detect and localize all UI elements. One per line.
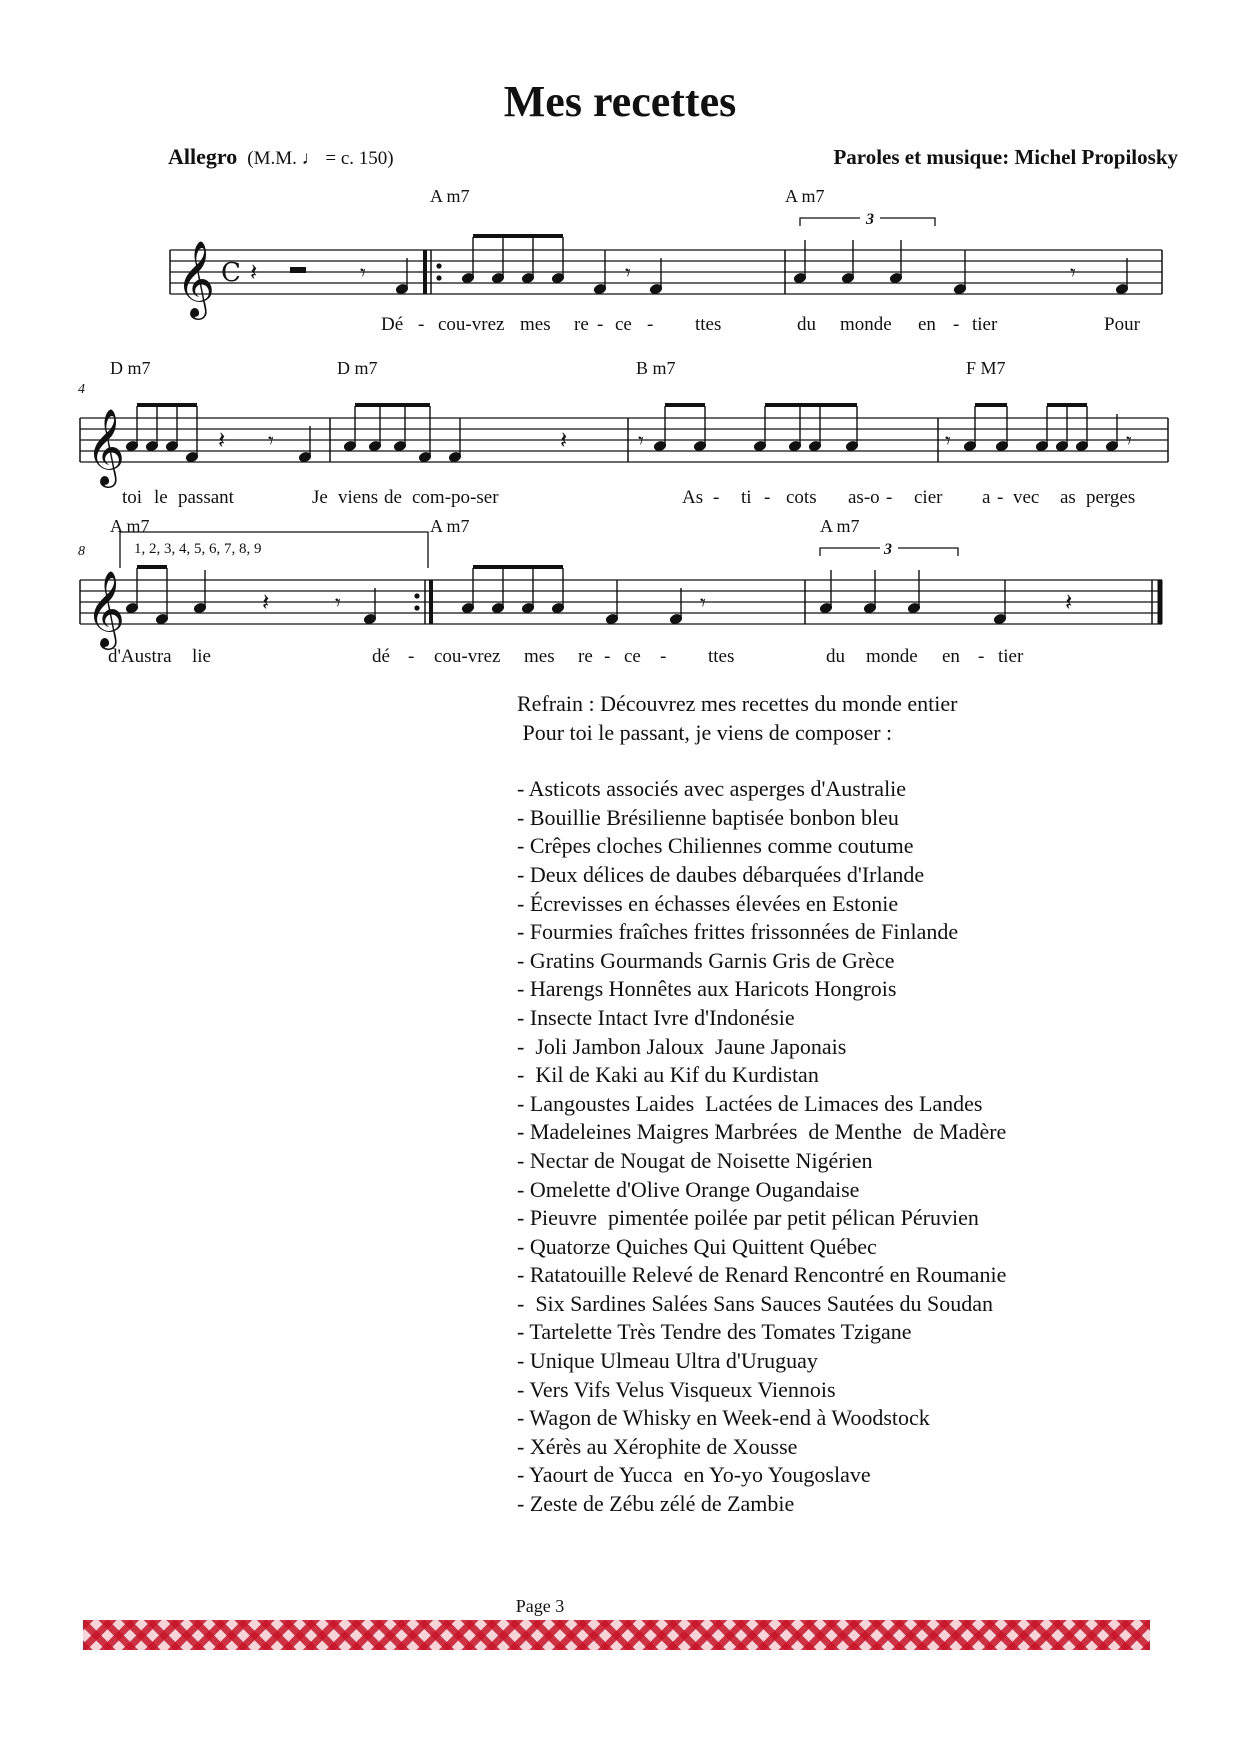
lyric-syllable: passant <box>178 487 234 508</box>
verse-line: - Fourmies fraîches frittes frissonnées de Finlande <box>517 919 959 945</box>
lyric-syllable: tier <box>972 314 998 335</box>
svg-text:𝄞: 𝄞 <box>176 240 216 317</box>
lyric-syllable: - <box>408 646 415 667</box>
svg-text:C: C <box>221 258 241 288</box>
chord-symbol: A m7 <box>430 516 470 536</box>
chord-symbol: A m7 <box>430 186 470 206</box>
lyric-syllable: a <box>982 487 991 508</box>
lyric-syllable: ce <box>624 646 641 667</box>
lyric-syllable: - <box>953 314 960 335</box>
lyric-syllable: As <box>682 487 704 508</box>
lyric-syllable: - <box>978 646 985 667</box>
metronome-mark: (M.M. ♩ = c. 150) <box>247 148 394 169</box>
verse-line: - Xérès au Xérophite de Xousse <box>517 1433 798 1459</box>
tuplet-number: 3 <box>866 211 874 228</box>
svg-text:𝄾: 𝄾 <box>638 429 644 454</box>
lyric-syllable: Dé <box>381 314 404 335</box>
lyric-syllable: de <box>384 487 402 508</box>
verse-line: - Six Sardines Salées Sans Sauces Sautées du Soudan <box>517 1290 993 1316</box>
lyric-syllable: le <box>154 487 168 508</box>
svg-text:𝄾: 𝄾 <box>945 429 951 454</box>
verse-list <box>517 775 1157 1518</box>
lyric-syllable: mes <box>520 314 551 335</box>
verse-line: - Madeleines Maigres Marbrées de Menthe de Madère <box>517 1119 1007 1145</box>
lyric-syllable: - <box>647 314 654 335</box>
verse-line: - Insecte Intact Ivre d'Indonésie <box>517 1004 795 1030</box>
tempo-word: Allegro <box>168 144 238 169</box>
lyric-syllable: monde <box>866 646 918 667</box>
lyric-syllable: ttes <box>695 314 722 335</box>
verse-line: - Tartelette Très Tendre des Tomates Tzigane <box>517 1319 912 1345</box>
verse-line: - Vers Vifs Velus Visqueux Viennois <box>517 1376 836 1402</box>
lyric-syllable: d'Austra <box>108 646 172 667</box>
verse-line: - Ratatouille Relevé de Renard Rencontré en Roumanie <box>517 1262 1007 1288</box>
lyric-syllable: cou-vrez <box>434 646 501 667</box>
lyric-syllable: com-po-ser <box>412 487 499 508</box>
lyric-syllable: - <box>660 646 667 667</box>
svg-text:𝄾: 𝄾 <box>268 429 274 454</box>
lyric-syllable: ce <box>615 314 632 335</box>
lyric-syllable: - <box>418 314 425 335</box>
author-credit: Paroles et musique: Michel Propilosky <box>833 145 1178 169</box>
lyric-syllable: cou-vrez <box>438 314 505 335</box>
page-title: Mes recettes <box>503 77 737 126</box>
measure-number: 8 <box>78 544 85 559</box>
chord-symbol: D m7 <box>337 358 378 378</box>
verse-line: - Bouillie Brésilienne baptisée bonbon bleu <box>517 804 899 830</box>
chord-symbol: B m7 <box>636 358 676 378</box>
verse-line: - Zeste de Zébu zélé de Zambie <box>517 1491 795 1517</box>
lyric-syllable: cier <box>914 487 943 508</box>
lyric-syllable: - <box>597 314 604 335</box>
verse-line: - Écrevisses en échasses élevées en Estonie <box>517 890 899 916</box>
verse-line: - Gratins Gourmands Garnis Gris de Grèce <box>517 947 895 973</box>
page-number: Page 3 <box>515 1596 565 1616</box>
lyric-syllable: Je <box>312 487 328 508</box>
refrain-line: Pour toi le passant, je viens de composer : <box>517 719 893 745</box>
verse-line: - Pieuvre pimentée poilée par petit pélican Péruvien <box>517 1205 979 1231</box>
lyric-syllable: du <box>826 646 845 667</box>
verse-line: - Unique Ulmeau Ultra d'Uruguay <box>517 1348 818 1374</box>
lyric-syllable: - <box>997 487 1004 508</box>
svg-text:𝄽: 𝄽 <box>560 426 568 454</box>
refrain-line: Refrain : Découvrez mes recettes du monde entier <box>517 691 958 716</box>
svg-text:𝄞: 𝄞 <box>86 570 126 647</box>
lyric-syllable: vec <box>1013 487 1040 508</box>
tuplet-number: 3 <box>884 541 892 558</box>
lyric-syllable: as-o <box>848 487 880 508</box>
chord-symbol: F M7 <box>966 358 1006 378</box>
verse-line: - Quatorze Quiches Qui Quittent Québec <box>517 1233 877 1259</box>
svg-text:𝄽: 𝄽 <box>262 588 270 616</box>
chord-symbol: D m7 <box>110 358 151 378</box>
svg-text:𝄾: 𝄾 <box>335 591 341 616</box>
lyric-syllable: toi <box>122 487 143 508</box>
music-staves <box>0 0 1240 700</box>
svg-text:𝄾: 𝄾 <box>1126 429 1132 454</box>
spacer <box>517 747 1157 775</box>
lyric-syllable: - <box>764 487 771 508</box>
volta-label: 1, 2, 3, 4, 5, 6, 7, 8, 9 <box>134 541 262 557</box>
verse-line: - Kil de Kaki au Kif du Kurdistan <box>517 1062 819 1088</box>
lyric-syllable: mes <box>524 646 555 667</box>
lyric-syllable: en <box>918 314 936 335</box>
verse-line: - Crêpes cloches Chiliennes comme coutume <box>517 833 914 859</box>
measure-number: 4 <box>78 382 85 397</box>
lyric-syllable: - <box>886 487 893 508</box>
svg-text:𝄾: 𝄾 <box>1070 261 1076 286</box>
lyric-syllable: re <box>574 314 589 335</box>
lyric-syllable: Pour <box>1104 314 1140 335</box>
lyric-syllable: en <box>942 646 960 667</box>
verse-line: - Langoustes Laides Lactées de Limaces des Landes <box>517 1090 983 1116</box>
svg-text:𝄾: 𝄾 <box>625 261 631 286</box>
svg-text:𝄾: 𝄾 <box>360 261 366 286</box>
lyric-syllable: ti <box>741 487 752 508</box>
svg-text:𝄾: 𝄾 <box>700 591 706 616</box>
chord-symbol: A m7 <box>820 516 860 536</box>
lyrics-text <box>517 690 1157 1519</box>
chord-symbol: A m7 <box>785 186 825 206</box>
verse-line: - Wagon de Whisky en Week-end à Woodstock <box>517 1405 930 1431</box>
lyric-syllable: - <box>604 646 611 667</box>
svg-text:𝄽: 𝄽 <box>218 426 226 454</box>
lyric-syllable: perges <box>1086 487 1136 508</box>
gingham-border <box>83 1620 1150 1650</box>
lyric-syllable: dé <box>372 646 390 667</box>
svg-text:𝄽: 𝄽 <box>250 258 258 286</box>
verse-line: - Omelette d'Olive Orange Ougandaise <box>517 1176 860 1202</box>
lyric-syllable: - <box>713 487 720 508</box>
lyric-syllable: ttes <box>708 646 735 667</box>
lyric-syllable: monde <box>840 314 892 335</box>
lyric-syllable: lie <box>192 646 211 667</box>
chord-symbol: A m7 <box>110 516 150 536</box>
verse-line: - Deux délices de daubes débarquées d'Irlande <box>517 861 925 887</box>
verse-line: - Yaourt de Yucca en Yo-yo Yougoslave <box>517 1462 871 1488</box>
svg-text:𝄞: 𝄞 <box>86 408 126 485</box>
lyric-syllable: re <box>578 646 593 667</box>
verse-line: - Joli Jambon Jaloux Jaune Japonais <box>517 1033 847 1059</box>
lyric-syllable: tier <box>998 646 1024 667</box>
verse-line: - Nectar de Nougat de Noisette Nigérien <box>517 1147 873 1173</box>
lyric-syllable: as <box>1060 487 1076 508</box>
lyric-syllable: viens <box>338 487 379 508</box>
verse-line: - Asticots associés avec asperges d'Australie <box>517 776 907 802</box>
lyric-syllable: du <box>797 314 816 335</box>
verse-line: - Harengs Honnêtes aux Haricots Hongrois <box>517 976 897 1002</box>
svg-text:𝄽: 𝄽 <box>1065 588 1073 616</box>
lyric-syllable: cots <box>786 487 817 508</box>
